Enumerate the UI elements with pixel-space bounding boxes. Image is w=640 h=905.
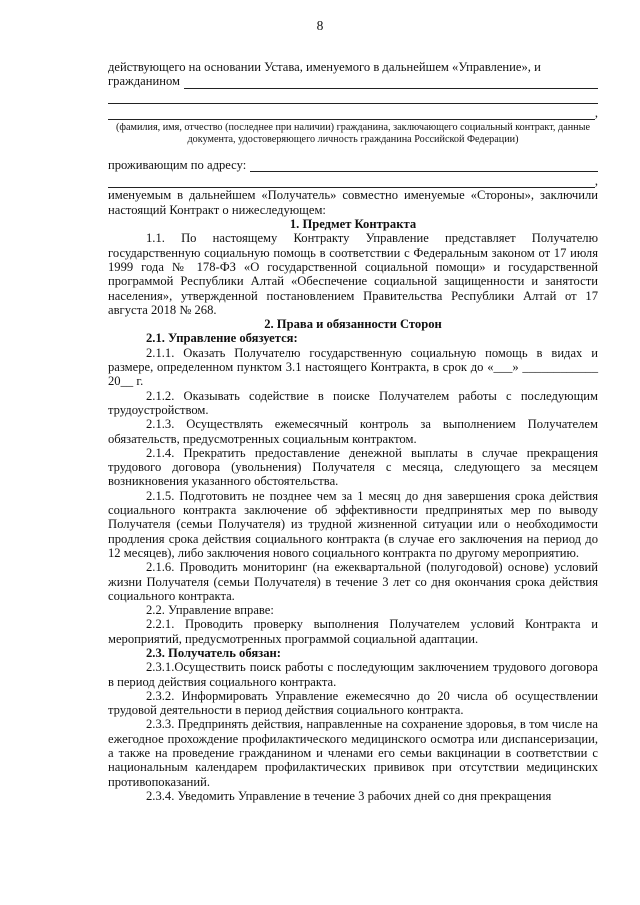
clause-1-1: 1.1. По настоящему Контракту Управление представляет Получателю государственную социальную помощь в соответствии с Федеральным законом от 17 июля 1999 года № 178-ФЗ «О государственной социальной помощи» и государственной программой Республики Алтай «Обеспечение социальной защищенности и занятости населения», утвержденной постановлением Правительства Республики Алтай от 17 августа 2018 № 268. [108, 231, 598, 317]
citizen-row [108, 74, 598, 88]
field-caption: (фамилия, имя, отчество (последнее при наличии) гражданина, заключающего социальный контракт, данные документа, удостоверяющего личность гражданина Российской Федерации) [116, 121, 590, 145]
clause-2-1-3: 2.1.3. Осуществлять ежемесячный контроль за выполнением Получателем обязательств, предусмотренных социальным контрактом. [108, 417, 598, 446]
clause-2-1-4: 2.1.4. Прекратить предоставление денежной выплаты в случае прекращения трудового договора (увольнения) Получателя с месяца, следующего за месяцем возникновения указанного обстоятельства. [108, 445, 598, 489]
clause-2-3-heading: 2.3. Получатель обязан: [146, 645, 281, 660]
document-body [108, 60, 598, 803]
address-blank-comma: , [108, 174, 598, 188]
clause-2-3-3: 2.3.3. Предпринять действия, направленные на сохранение здоровья, в том числе на ежегодное прохождение профилактического медицинского осмотра или диспансеризации, а также на проведение гражданином и членами его семьи вакцинации в соответствии с национальным календарем профилактических прививок при отсутствии медицинских противопоказаний. [108, 717, 598, 789]
address-label: проживающим по адресу: [108, 157, 247, 172]
clause-2-1-heading: 2.1. Управление обязуется: [146, 331, 298, 346]
address-row [108, 158, 598, 172]
page-number: 8 [316, 18, 324, 33]
clause-2-1-2: 2.1.2. Оказывать содействие в поиске Получателем работы с последующим трудоустройством. [108, 388, 598, 417]
clause-2-1-5: 2.1.5. Подготовить не позднее чем за 1 месяц до дня завершения срока действия социального контракта заключение об эффективности предпринятых мер по выводу Получателя (семьи Получателя) из трудной жизненной ситуации или о необходимости продления срока действия социального контракта (в случае его заключения на период до 12 месяцев), либо заключения нового социального контракта по другому мероприятию. [108, 488, 598, 560]
citizen-name-blank [184, 77, 598, 89]
clause-2-1-6: 2.1.6. Проводить мониторинг (на ежеквартальной (полугодовой) основе) условий жизни Получателя (семьи Получателя) в течение 3 лет со дня окончания срока действия социального контракта. [108, 560, 598, 603]
clause-2-2-1: 2.2.1. Проводить проверку выполнения Получателем условий Контракта и мероприятий, предусмотренных программой социальной адаптации. [108, 617, 598, 646]
clause-2-2-heading: 2.2. Управление вправе: [146, 603, 274, 618]
intro-line: действующего на основании Устава, именуемого в дальнейшем «Управление», и [108, 60, 541, 74]
clause-2-3-1: 2.3.1.Осуществить поиск работы с последующим заключением трудового договора в период действия социального контракта. [108, 660, 598, 689]
clause-2-3-2: 2.3.2. Информировать Управление ежемесячно до 20 числа об осуществлении трудовой деятельности в период действия социального контракта. [108, 688, 598, 718]
recipient-paragraph: именуемым в дальнейшем «Получатель» совместно именуемые «Стороны», заключили настоящий Контракт о нижеследующем: [108, 188, 598, 217]
address-blank [250, 160, 598, 172]
clause-2-1-1: 2.1.1. Оказать Получателю государственную социальную помощь в видах и размере, определенном пунктом 3.1 настоящего Контракта, в срок до «___» ____________ 20__ г. [108, 345, 598, 389]
blank-line [108, 91, 598, 104]
clause-2-3-4: 2.3.4. Уведомить Управление в течение 3 рабочих дней со дня прекращения [146, 788, 552, 803]
blank-line-comma: , [108, 106, 598, 120]
citizen-label: гражданином [108, 74, 180, 89]
section-1-title: 1. Предмет Контракта [289, 217, 417, 232]
section-2-title: 2. Права и обязанности Сторон [264, 317, 442, 332]
